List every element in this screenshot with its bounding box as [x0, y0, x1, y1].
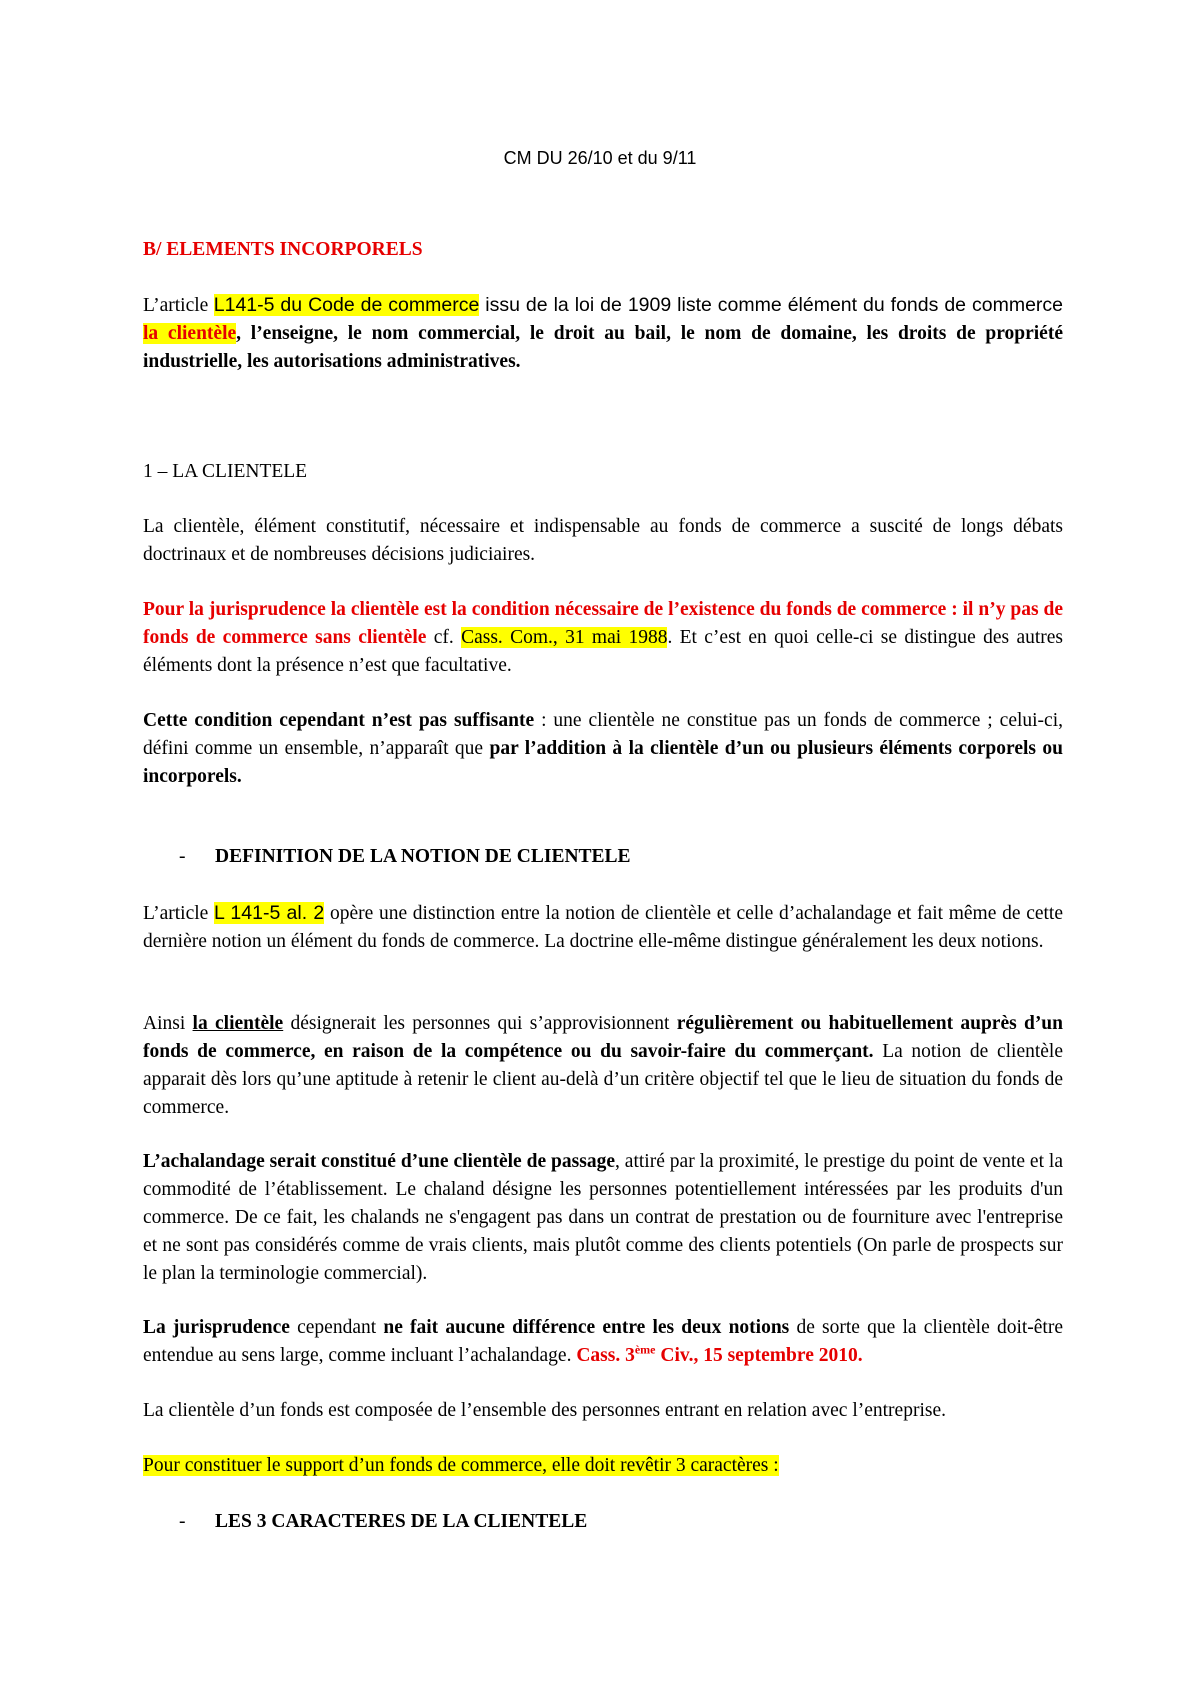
paragraph-composition: La clientèle d’un fonds est composée de l’ensemble des personnes entrant en relation avec l’entreprise.	[143, 1400, 946, 1421]
section-heading: B/ ELEMENTS INCORPORELS	[143, 239, 423, 260]
heading-definition: - DEFINITION DE LA NOTION DE CLIENTELE	[179, 846, 631, 867]
paragraph-definition-clientele: Ainsi la clientèle désignerait les personnes qui s’approvisionnent régulièrement ou habituellement auprès d’un fonds de commerce, en raison de la compétence ou du savoir-faire du commerçant. La notion de clientèle apparait dès lors qu’une aptitude à retenir le client au-delà d’un critère objectif tel que le lieu de situation du fonds de commerce.	[143, 1013, 1064, 1118]
highlight-la-clientele: la clientèle	[143, 323, 237, 344]
highlight-cass-com-1988: Cass. Com., 31 mai 1988	[461, 627, 668, 648]
heading-caracteres: - LES 3 CARACTERES DE LA CLIENTELE	[179, 1511, 588, 1532]
citation-cass-3-civ: Cass. 3ème Civ., 15 septembre 2010.	[576, 1342, 863, 1366]
paragraph-condition: Cette condition cependant n’est pas suffisante : une clientèle ne constitue pas un fonds de commerce ; celui-ci, défini comme un ensemble, n’apparaît que par l’addition à la clientèle d’un ou plusieurs éléments corporels ou incorporels.	[143, 710, 1064, 787]
paragraph-article-l141-5-al2: L’article L 141-5 al. 2 opère une distinction entre la notion de clientèle et celle d’achalandage et fait même de cette dernière notion un élément du fonds de commerce. La doctrine elle-même distingue généralement les deux notions.	[143, 902, 1063, 952]
paragraph-jurisprudence: Pour la jurisprudence la clientèle est la condition nécessaire de l’existence du fonds de commerce : il n’y pas de fonds de commerce sans clientèle cf. Cass. Com., 31 mai 1988. Et c’est en quoi celle-ci se distingue des autres éléments dont la présence n’est que facultative.	[143, 599, 1063, 676]
paragraph-support	[143, 1452, 1063, 1480]
heading-la-clientele: 1 – LA CLIENTELE	[143, 461, 308, 482]
paragraph-article-l141-5: L’article L141-5 du Code de commerce issu de la loi de 1909 liste comme élément du fonds de commerce la clientèle, l’enseigne, le nom commercial, le droit au bail, le nom de domaine, les droits de propriété industrielle, les autorisations administratives.	[143, 294, 1064, 372]
paragraph-clientele-intro: La clientèle, élément constitutif, nécessaire et indispensable au fonds de commerce a suscité de longs débats doctrinaux et de nombreuses décisions judiciaires.	[143, 516, 1063, 565]
paragraph-achalandage: L’achalandage serait constitué d’une clientèle de passage, attiré par la proximité, le prestige du point de vente et la commodité de l’établissement. Le chaland désigne les personnes potentiellement intéressées par les produits d'un commerce. De ce fait, les chalands ne s'engagent pas dans un contrat de prestation ou de fourniture avec l'entreprise et ne sont pas considérés comme de vrais clients, mais plutôt comme des clients potentiels (On parle de prospects sur le plan la terminologie commercial).	[143, 1151, 1063, 1284]
paragraph-jurisprudence-achalandage: La jurisprudence cependant ne fait aucune différence entre les deux notions de sorte que la clientèle doit-être entendue au sens large, comme incluant l’achalandage. Cass. 3ème Civ., 15 septembre 2010.	[143, 1317, 1063, 1366]
underlined-la-clientele: la clientèle	[192, 1013, 284, 1034]
document-title: CM DU 26/10 et du 9/11	[503, 148, 697, 168]
highlight-l141-5-al2: L 141-5 al. 2	[214, 902, 325, 924]
highlight-support: Pour constituer le support d’un fonds de commerce, elle doit revêtir 3 caractères :	[143, 1455, 779, 1476]
highlight-code-commerce: L141-5 du Code de commerce	[213, 294, 480, 316]
